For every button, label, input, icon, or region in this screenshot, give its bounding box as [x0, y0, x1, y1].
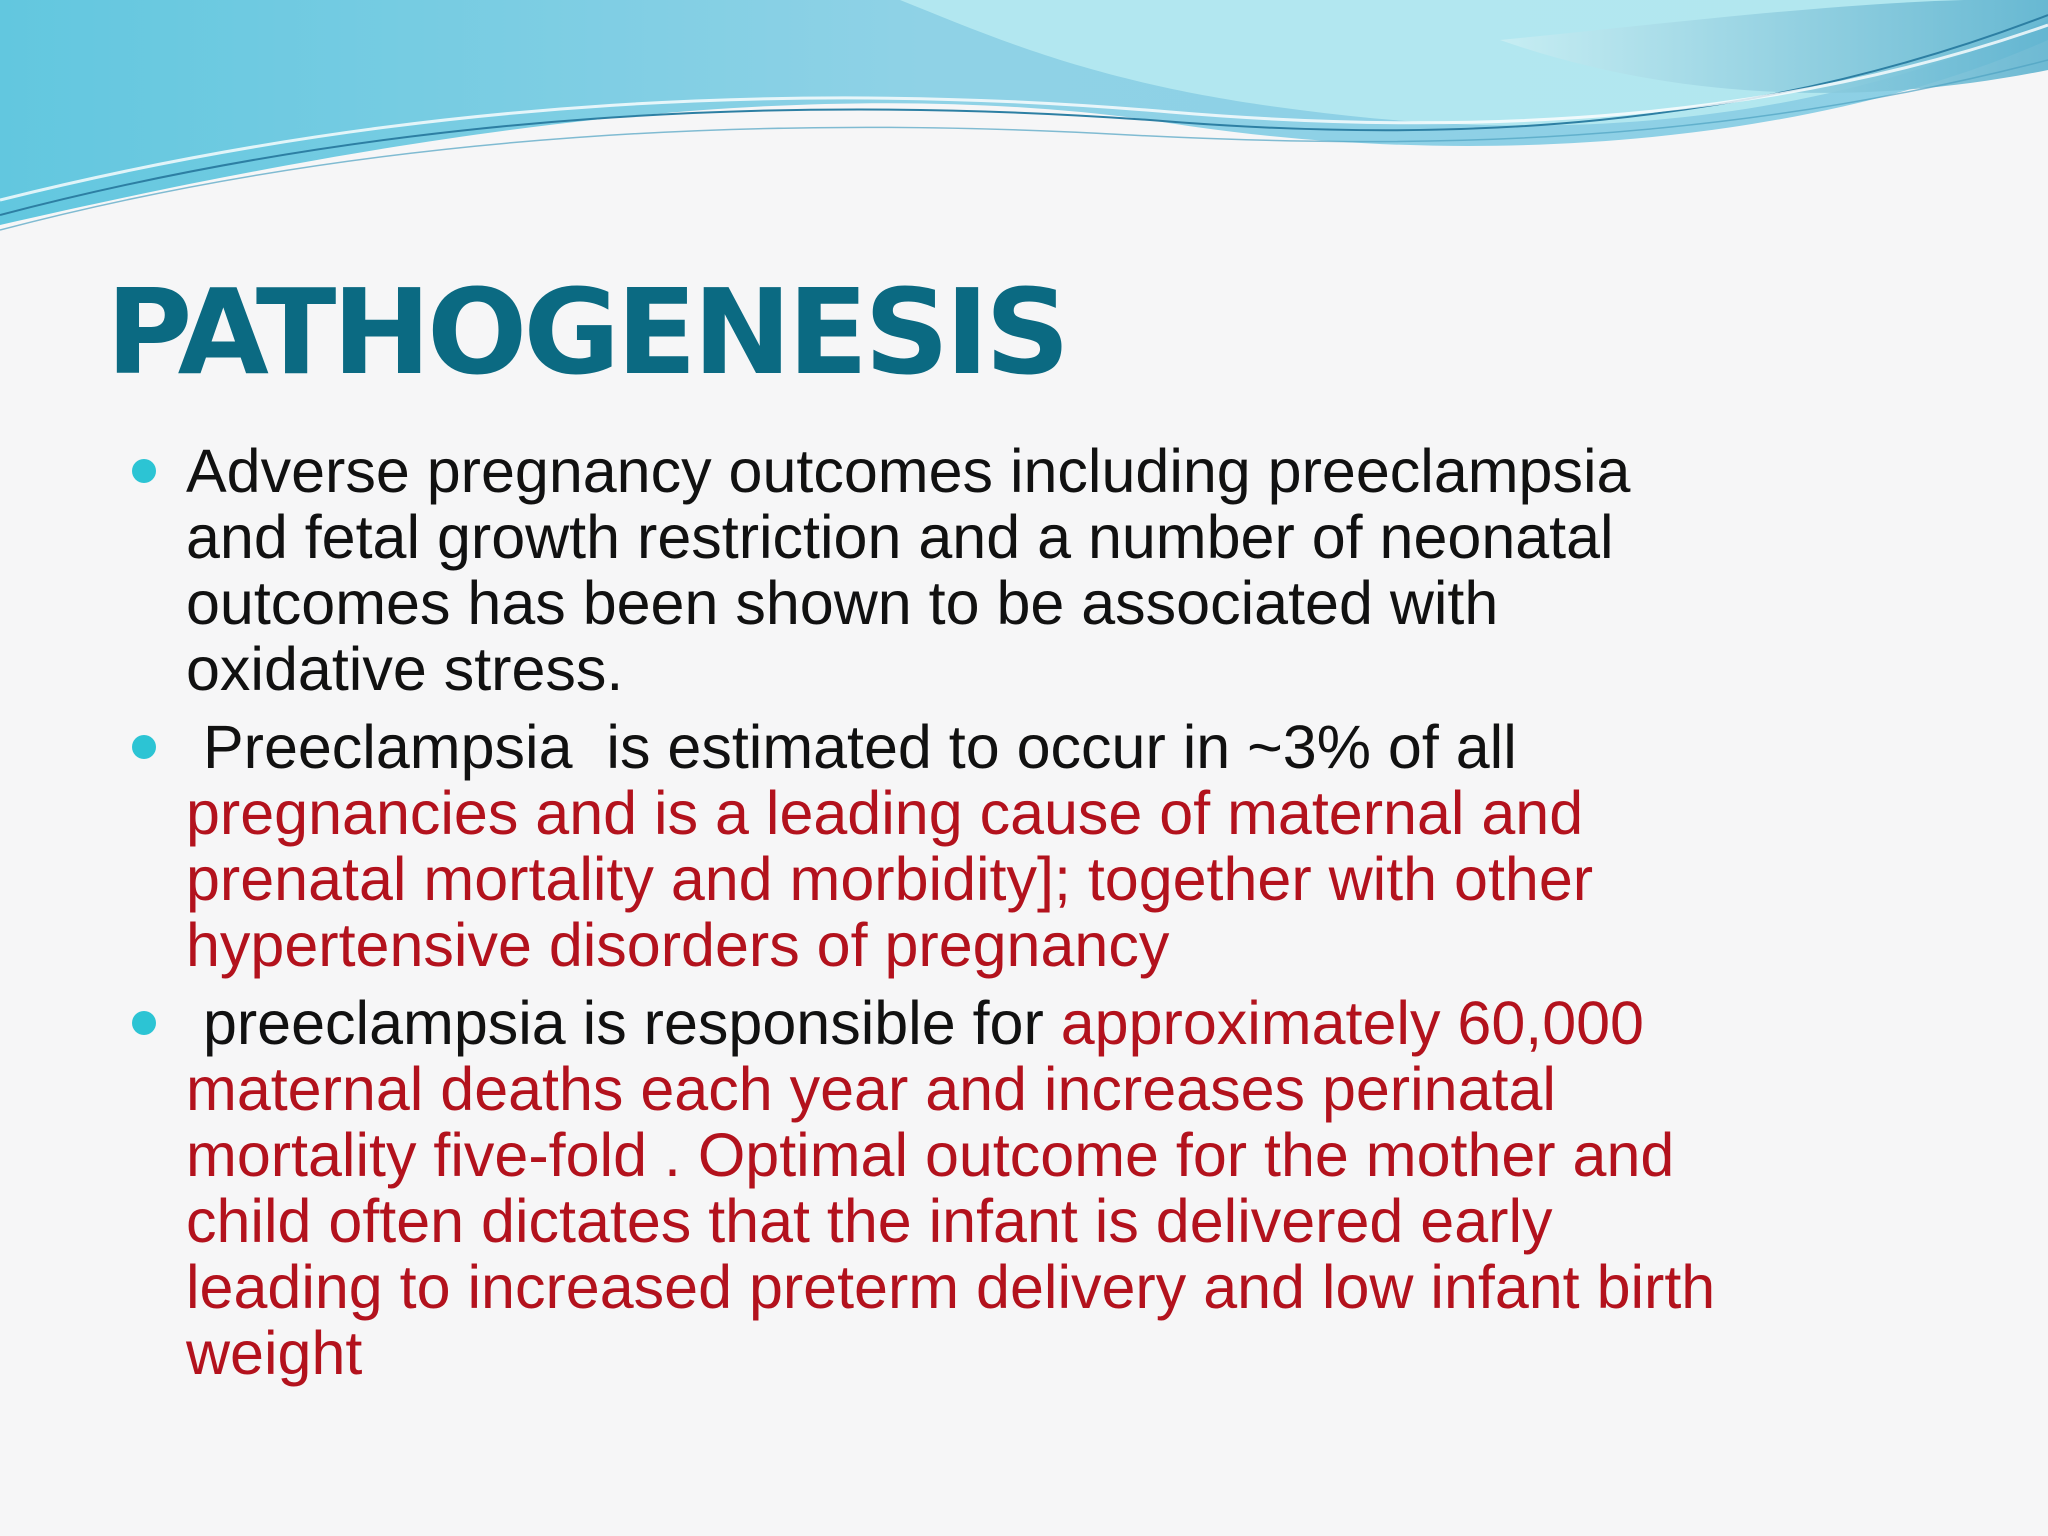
bullet-emphasis-line: maternal deaths each year and increases perinatal	[186, 1055, 1556, 1123]
bullet-emphasis-line: hypertensive disorders of pregnancy	[186, 911, 1170, 979]
slide-title: PATHOGENESIS	[106, 263, 1067, 401]
bullet-emphasis-line: child often dictates that the infant is delivered early	[186, 1187, 1553, 1255]
bullet-marker-icon	[132, 459, 156, 483]
bullet-item	[132, 990, 2012, 1386]
bullet-emphasis-line: mortality five-fold . Optimal outcome for the mother and	[186, 1121, 1675, 1189]
bullet-marker-icon	[132, 1011, 156, 1035]
bullet-emphasis-line: prenatal mortality and morbidity]; together with other	[186, 845, 1594, 913]
bullet-text-line: Preeclampsia is estimated to occur in ~3% of all	[186, 713, 1517, 781]
bullet-text-fragment: preeclampsia is responsible for	[186, 989, 1061, 1057]
bullet-mixed-line	[186, 990, 2012, 1056]
bullet-emphasis-fragment: approximately 60,000	[1060, 989, 1644, 1057]
bullet-item	[132, 714, 2012, 978]
decorative-wave-header	[0, 0, 2048, 260]
bullet-text-line: oxidative stress.	[186, 635, 624, 703]
bullet-item	[132, 438, 2012, 702]
bullet-list	[132, 438, 2012, 1398]
bullet-emphasis-line: leading to increased preterm delivery and low infant birth	[186, 1253, 1716, 1321]
bullet-emphasis-line: weight	[186, 1319, 363, 1387]
bullet-emphasis-line: pregnancies and is a leading cause of maternal and	[186, 779, 1584, 847]
bullet-text-line: Adverse pregnancy outcomes including preeclampsia	[186, 437, 1631, 505]
bullet-text-line: and fetal growth restriction and a number of neonatal	[186, 503, 1614, 571]
bullet-text-line: outcomes has been shown to be associated with	[186, 569, 1499, 637]
bullet-marker-icon	[132, 735, 156, 759]
